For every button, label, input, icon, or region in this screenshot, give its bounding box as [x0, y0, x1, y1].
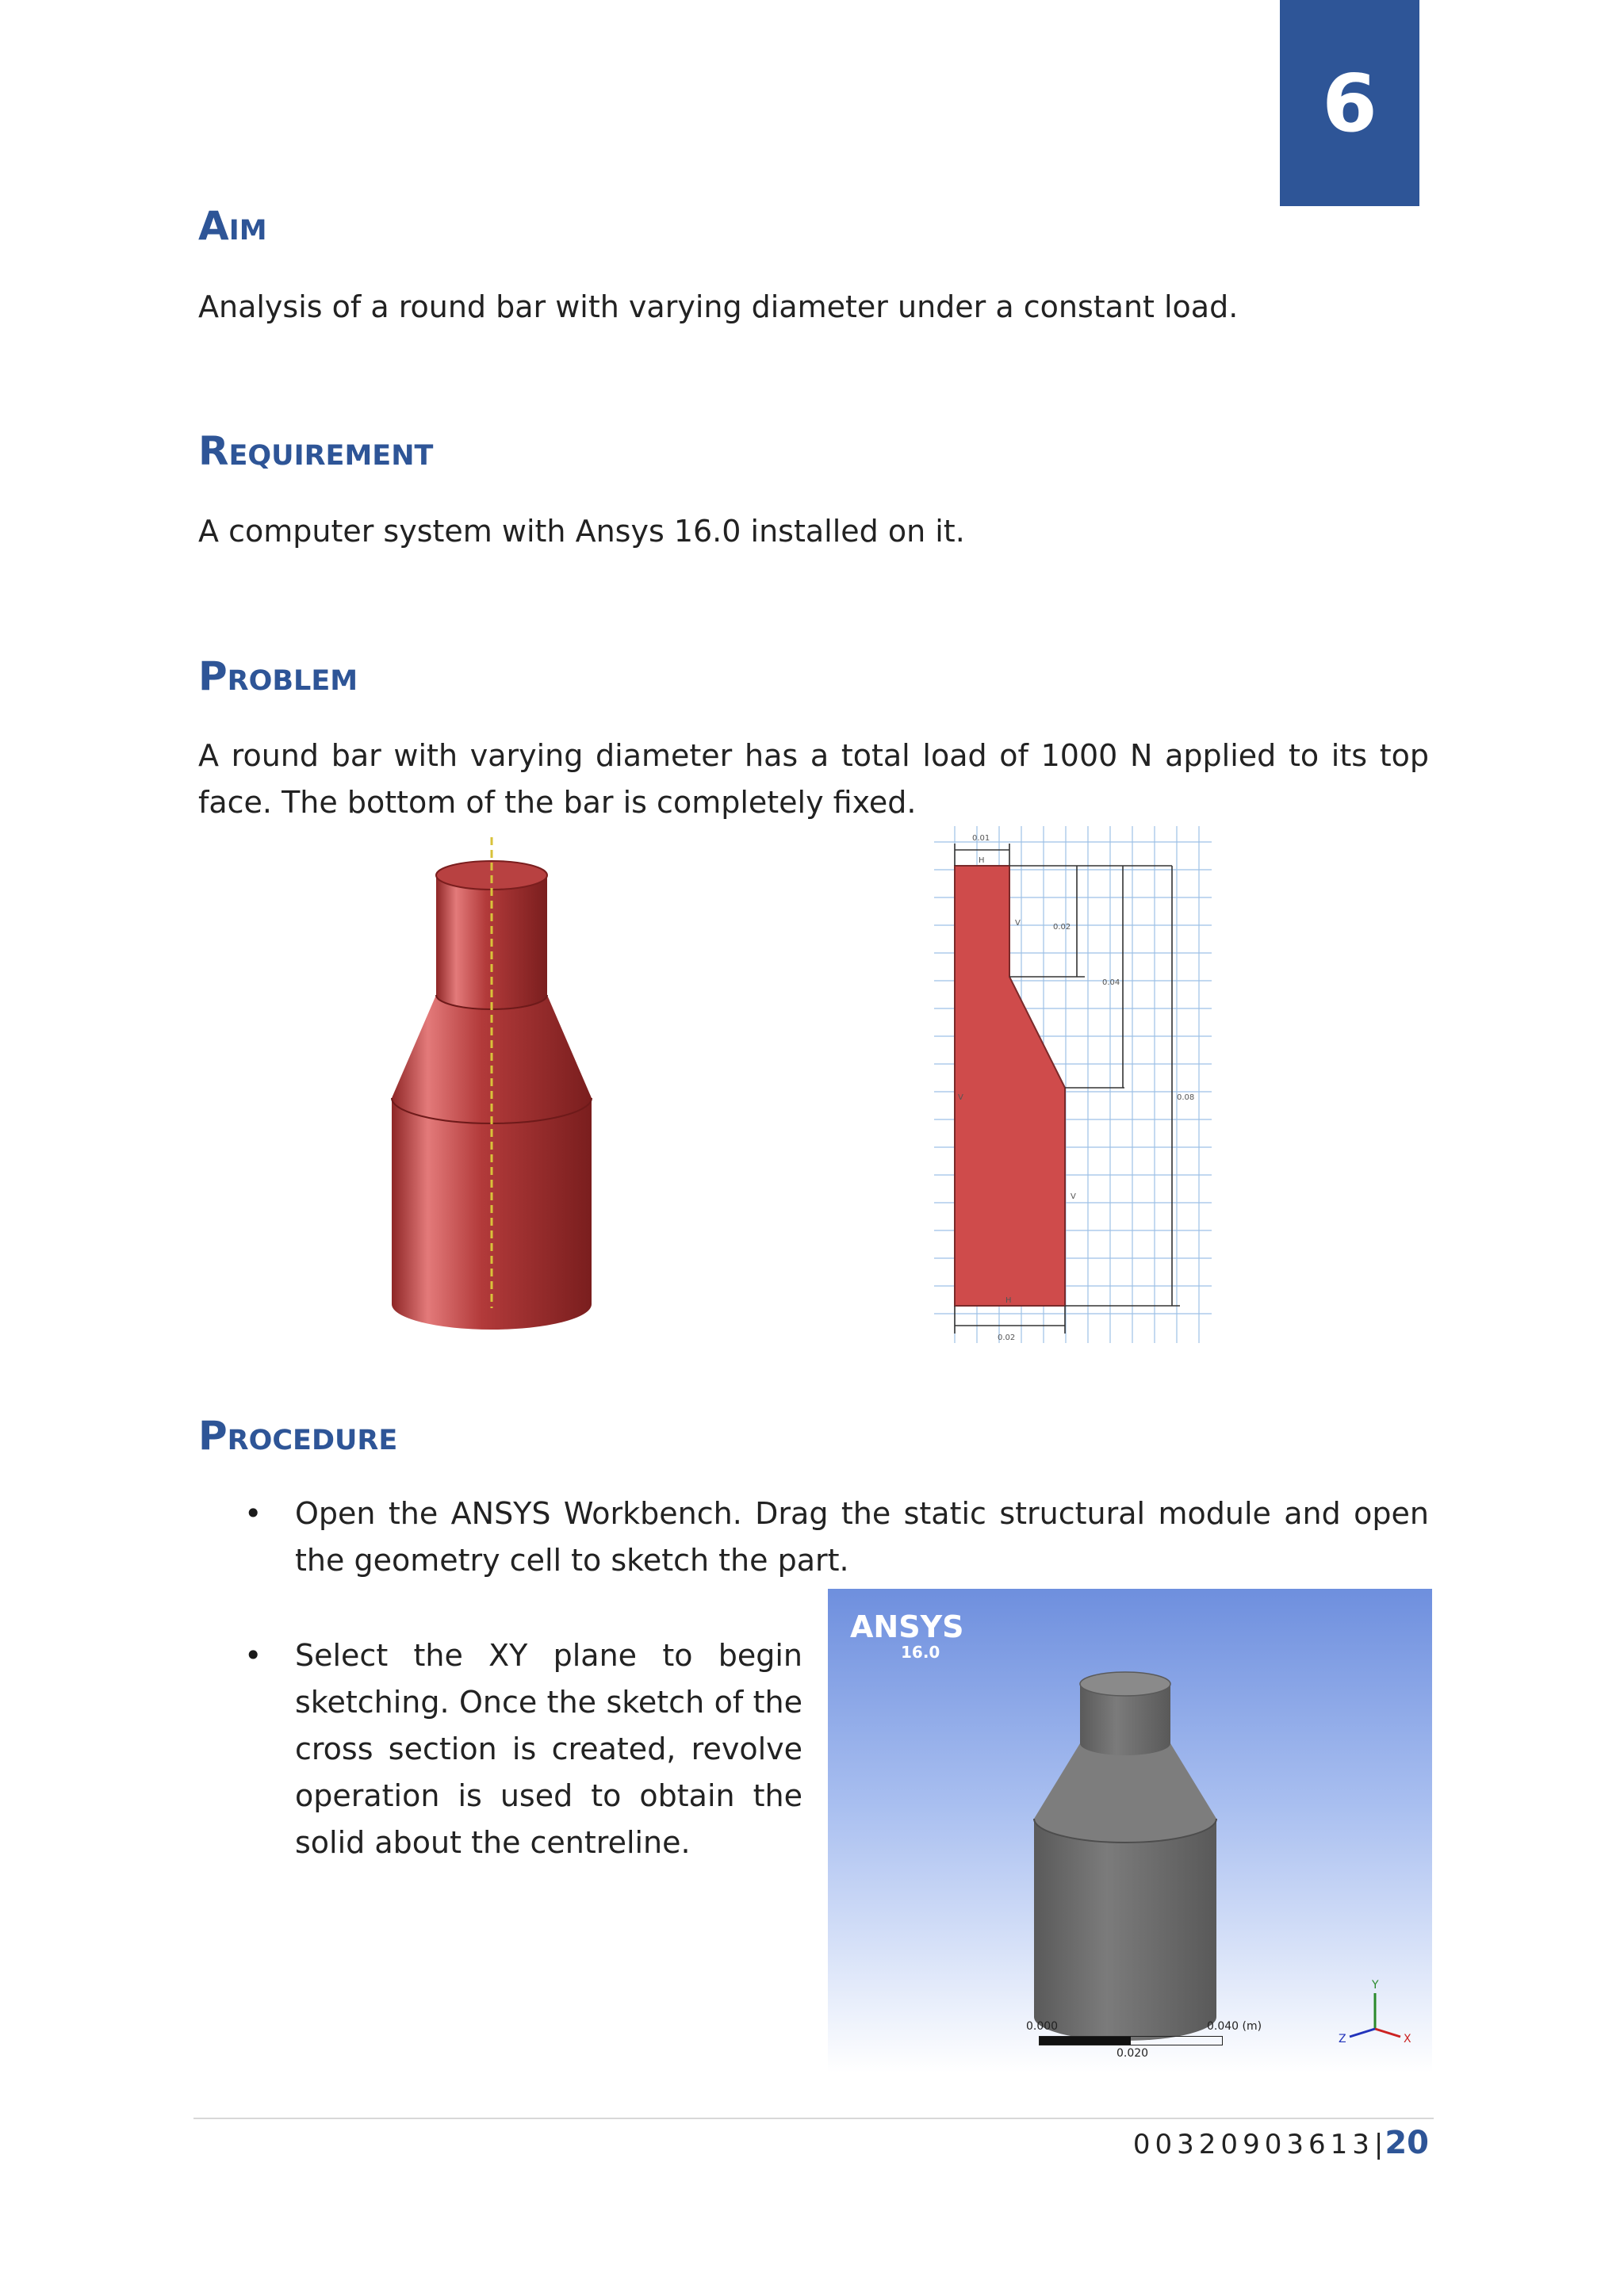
ansys-viewer-screenshot: [828, 1589, 1432, 2072]
dim-top-label: 0.01: [972, 834, 990, 843]
constraint-tag-h2: H: [1005, 1296, 1012, 1305]
procedure-bullet-2: Select the XY plane to begin sketching. Once the sketch of the cross section is created, revolve operation is used to obtain the solid about the centreline.: [295, 1638, 802, 1860]
scale-start-label: 0.000: [1026, 2020, 1059, 2033]
footer-doc-id: 00320903613: [1132, 2129, 1374, 2160]
footer-separator: |: [1373, 2129, 1384, 2160]
problem-heading: Problem: [198, 653, 358, 699]
dim-total-label: 0.08: [1177, 1093, 1195, 1102]
requirement-heading: Requirement: [198, 428, 434, 474]
dim-mid-label: 0.02: [1053, 923, 1071, 932]
procedure-bullet-1: Open the ANSYS Workbench. Drag the static structural module and open the geometry cell to sketch the part.: [295, 1496, 1429, 1578]
scale-bar: [1039, 2036, 1223, 2045]
constraint-tag-h1: H: [979, 856, 985, 865]
page-number: 20: [1385, 2125, 1429, 2161]
bullet-marker-2: •: [244, 1638, 262, 1673]
bullet-marker-1: •: [244, 1496, 262, 1531]
footer: [1133, 2125, 1429, 2161]
gray-bar-3d-model: [1026, 1652, 1224, 2049]
axis-z-label: Z: [1339, 2033, 1346, 2045]
scale-mid-label: 0.020: [1116, 2047, 1149, 2060]
red-bar-3d-figure: [373, 832, 611, 1332]
problem-text: A round bar with varying diameter has a total load of 1000 N applied to its top face. The bottom of the bar is completely fixed.: [198, 738, 1429, 820]
cross-section-sketch-figure: [934, 826, 1212, 1343]
aim-heading: Aim: [198, 203, 267, 249]
requirement-text: A computer system with Ansys 16.0 installed on it.: [198, 514, 965, 549]
dim-taper-label: 0.04: [1102, 978, 1120, 987]
constraint-tag-v2: V: [958, 1093, 963, 1102]
dim-bottom-label: 0.02: [998, 1334, 1016, 1342]
scale-end-label: 0.040 (m): [1207, 2020, 1262, 2033]
footer-divider: [193, 2118, 1434, 2119]
constraint-tag-v1: V: [1015, 919, 1021, 928]
constraint-tag-v3: V: [1071, 1192, 1076, 1201]
chapter-number-tab: 6: [1280, 0, 1419, 206]
axis-y-label: Y: [1372, 1979, 1379, 1992]
procedure-heading: Procedure: [198, 1413, 398, 1459]
ansys-version: 16.0: [901, 1643, 940, 1662]
ansys-logo: ANSYS: [850, 1609, 964, 1644]
aim-text: Analysis of a round bar with varying diameter under a constant load.: [198, 289, 1239, 324]
axis-x-label: X: [1404, 2033, 1411, 2045]
axis-triad-icon: [1335, 1977, 1415, 2049]
